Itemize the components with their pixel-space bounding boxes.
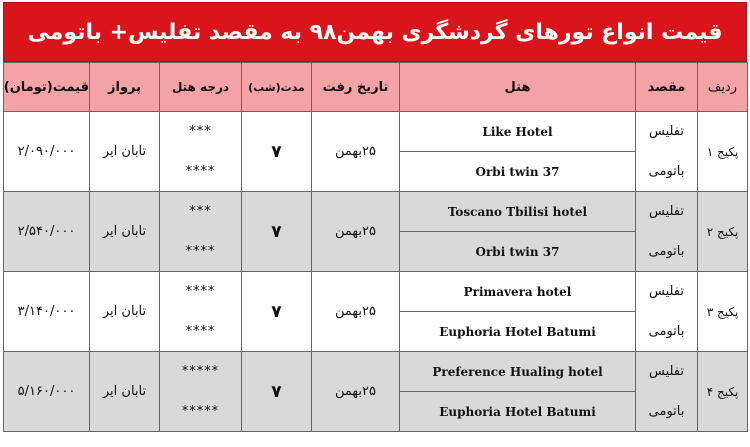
flight-cell: تابان ایر [90,352,160,432]
hotel-cell: Toscano Tbilisi hotel [400,192,636,232]
header-price: قیمت(تومان) [4,63,90,112]
nights-cell: ۷ [242,272,312,352]
price-cell: ۳/۱۴۰/۰۰۰ [4,272,90,352]
table-row [4,112,748,152]
hotel-cell: Orbi twin 37 [400,232,636,272]
destination-cell: تفلیس [636,192,698,232]
flight-cell: تابان ایر [90,112,160,192]
price-cell: ۵/۱۶۰/۰۰۰ [4,352,90,432]
stars-cell: **** [160,152,242,192]
header-grade: درجه هتل [160,63,242,112]
header-date: تاریخ رفت [312,63,400,112]
hotel-cell: Euphoria Hotel Batumi [400,392,636,432]
flight-cell: تابان ایر [90,272,160,352]
hotel-cell: Preference Hualing hotel [400,352,636,392]
destination-cell: باتومی [636,392,698,432]
price-cell: ۲/۰۹۰/۰۰۰ [4,112,90,192]
date-cell: ۲۵بهمن [312,352,400,432]
date-cell: ۲۵بهمن [312,192,400,272]
destination-cell: باتومی [636,232,698,272]
destination-cell: باتومی [636,152,698,192]
nights-cell: ۷ [242,112,312,192]
table-row [4,192,748,232]
hotel-cell: Euphoria Hotel Batumi [400,312,636,352]
row-label: پکیج ۴ [698,352,748,432]
destination-cell: تفلیس [636,112,698,152]
destination-cell: تفلیس [636,272,698,312]
row-label: پکیج ۱ [698,112,748,192]
header-row [4,63,748,112]
header-duration: مدت(شب) [242,63,312,112]
price-cell: ۲/۵۴۰/۰۰۰ [4,192,90,272]
hotel-cell: Like Hotel [400,112,636,152]
table-row [4,352,748,392]
stars-cell: **** [160,272,242,312]
nights-cell: ۷ [242,192,312,272]
row-label: پکیج ۲ [698,192,748,272]
table-row [4,272,748,312]
destination-cell: باتومی [636,312,698,352]
hotel-cell: Orbi twin 37 [400,152,636,192]
date-cell: ۲۵بهمن [312,112,400,192]
stars-cell: ***** [160,392,242,432]
nights-cell: ۷ [242,352,312,432]
stars-cell: *** [160,192,242,232]
row-label: پکیج ۳ [698,272,748,352]
page-title: قیمت انواع تورهای گردشگری بهمن۹۸ به مقصد تفلیس+ باتومی [3,2,747,62]
stars-cell: **** [160,232,242,272]
header-row-number: ردیف [698,63,748,112]
flight-cell: تابان ایر [90,192,160,272]
stars-cell: ***** [160,352,242,392]
header-destination: مقصد [636,63,698,112]
hotel-cell: Primavera hotel [400,272,636,312]
date-cell: ۲۵بهمن [312,272,400,352]
header-flight: پرواز [90,63,160,112]
header-hotel: هتل [400,63,636,112]
stars-cell: *** [160,112,242,152]
stars-cell: **** [160,312,242,352]
price-table [3,62,748,432]
destination-cell: تفلیس [636,352,698,392]
